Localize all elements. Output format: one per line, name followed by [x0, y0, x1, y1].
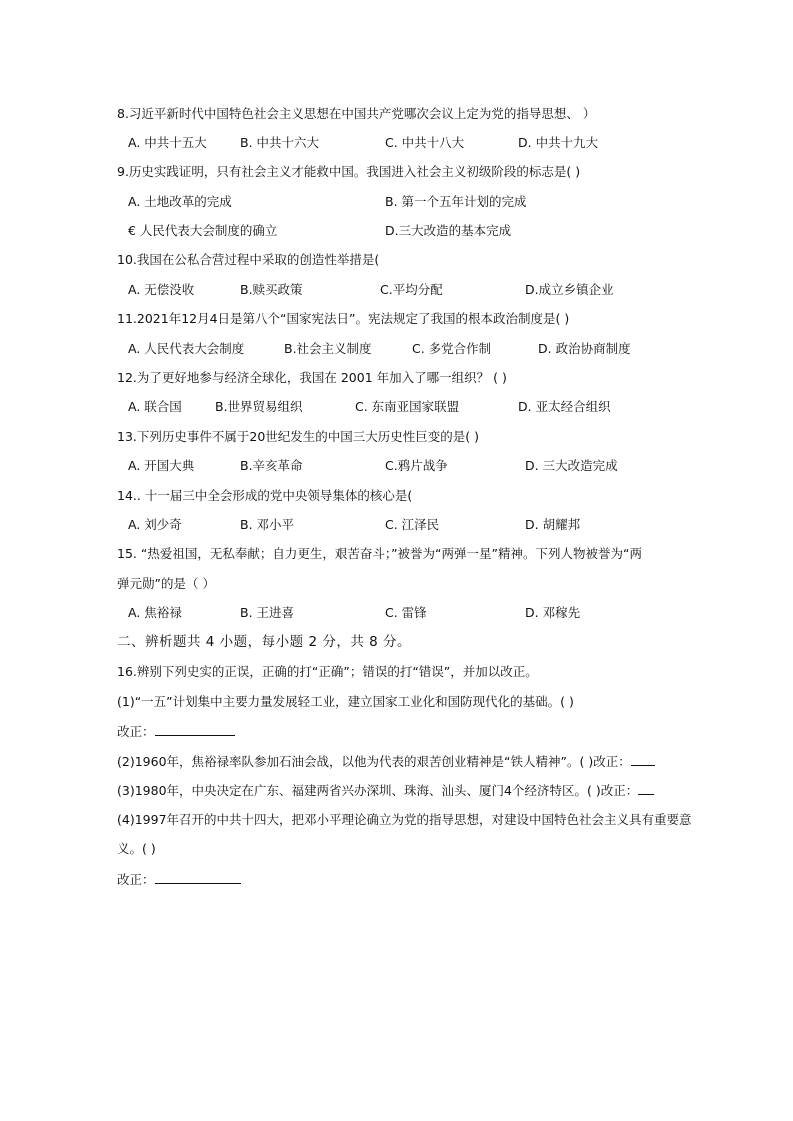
q16-item-3-text: (3)1980年，中央决定在广东、福建两省兴办深圳、珠海、汕头、厦门4个经济特区。( )改正： — [117, 783, 639, 798]
q12-option-d: D. 亚太经合组织 — [518, 399, 611, 414]
q12-option-b: B.世界贸易组织 — [215, 399, 303, 414]
q12-option-c: C. 东南亚国家联盟 — [355, 399, 460, 414]
q16-item-3 — [117, 782, 654, 799]
q15-option-b: B. 王进喜 — [240, 605, 295, 620]
q14-option-c: C. 江泽民 — [385, 517, 440, 532]
section-2-title: 二、辨析题共 4 小题，每小题 2 分，共 8 分。 — [117, 634, 412, 650]
q15-option-c: C. 雷锋 — [385, 605, 427, 620]
q11-option-a: A. 人民代表大会制度 — [128, 341, 245, 356]
q12-option-a: A. 联合国 — [128, 399, 182, 414]
q15-option-d: D. 邓稼先 — [525, 605, 581, 620]
q10-option-a: A. 无偿没收 — [128, 282, 195, 297]
q9-option-c: € 人民代表大会制度的确立 — [128, 223, 278, 238]
q16-item-1: (1)“一五”计划集中主要力量发展轻工业，建立国家工业化和国防现代化的基础。( ) — [117, 694, 574, 709]
q10-option-c: C.平均分配 — [380, 282, 443, 297]
question-15-stem-continued: 弹元勋”的是（ ） — [117, 576, 215, 591]
q9-option-a: A. 土地改革的完成 — [128, 194, 232, 209]
q16-item-4: (4)1997年召开的中共十四大，把邓小平理论确立为党的指导思想，对建设中国特色社会主义具有重要意 — [117, 812, 692, 827]
q16-item-2-text: (2)1960年，焦裕禄率队参加石油会战，以他为代表的艰苦创业精神是“铁人精神”。( )改正： — [117, 754, 631, 769]
answer-blank[interactable] — [638, 782, 654, 795]
q16-item-4-correction — [117, 871, 241, 888]
q8-option-b: B. 中共十六大 — [240, 135, 320, 150]
q13-option-d: D. 三大改造完成 — [525, 458, 618, 473]
q10-option-d: D.成立乡镇企业 — [525, 282, 614, 297]
question-8-stem: 8.习近平新时代中国特色社会主义思想在中国共产党哪次会议上定为党的指导思想、 ） — [117, 106, 596, 121]
correction-label: 改正： — [117, 724, 155, 739]
q9-option-b: B. 第一个五年计划的完成 — [385, 194, 527, 209]
q11-option-c: C. 多党合作制 — [412, 341, 492, 356]
q15-option-a: A. 焦裕禄 — [128, 605, 182, 620]
q14-option-d: D. 胡耀邦 — [525, 517, 581, 532]
q9-option-d: D.三大改造的基本完成 — [385, 223, 512, 238]
q11-option-b: B.社会主义制度 — [284, 341, 372, 356]
question-14-stem: 14.. 十一届三中全会形成的党中央领导集体的核心是( — [117, 488, 413, 503]
q10-option-b: B.赎买政策 — [240, 282, 303, 297]
q16-item-4-continued: 义。( ) — [117, 841, 156, 856]
q13-option-b: B.辛亥革命 — [240, 458, 303, 473]
answer-blank[interactable] — [631, 753, 655, 766]
q8-option-d: D. 中共十九大 — [518, 135, 599, 150]
question-10-stem: 10.我国在公私合营过程中采取的创造性举措是( — [117, 252, 380, 267]
q13-option-a: A. 开国大典 — [128, 458, 195, 473]
correction-label: 改正： — [117, 872, 155, 887]
question-13-stem: 13.下列历史事件不属于20世纪发生的中国三大历史性巨变的是( ) — [117, 429, 480, 444]
question-11-stem: 11.2021年12月4日是第八个“国家宪法日”。宪法规定了我国的根本政治制度是( ) — [117, 311, 570, 326]
question-9-stem: 9.历史实践证明，只有社会主义才能救中国。我国进入社会主义初级阶段的标志是( ) — [117, 164, 581, 179]
q14-option-b: B. 邓小平 — [240, 517, 295, 532]
answer-blank[interactable] — [155, 723, 235, 736]
q13-option-c: C.鸦片战争 — [385, 458, 448, 473]
question-12-stem: 12.为了更好地参与经济全球化，我国在 2001 年加入了哪一组织？ ( ) — [117, 370, 507, 385]
q8-option-c: C. 中共十八大 — [385, 135, 465, 150]
question-15-stem: 15. “热爱祖国，无私奉献；自力更生，艰苦奋斗；”被誉为“两弹一星”精神。下列人物被誉为“两 — [117, 546, 642, 561]
answer-blank[interactable] — [155, 871, 241, 884]
question-16-intro: 16.辨别下列史实的正误，正确的打“正确”；错误的打“错误”，并加以改正。 — [117, 664, 538, 679]
q16-item-2 — [117, 753, 655, 770]
q16-item-1-correction — [117, 723, 235, 740]
q11-option-d: D. 政治协商制度 — [538, 341, 631, 356]
q14-option-a: A. 刘少奇 — [128, 517, 182, 532]
q8-option-a: A. 中共十五大 — [128, 135, 207, 150]
